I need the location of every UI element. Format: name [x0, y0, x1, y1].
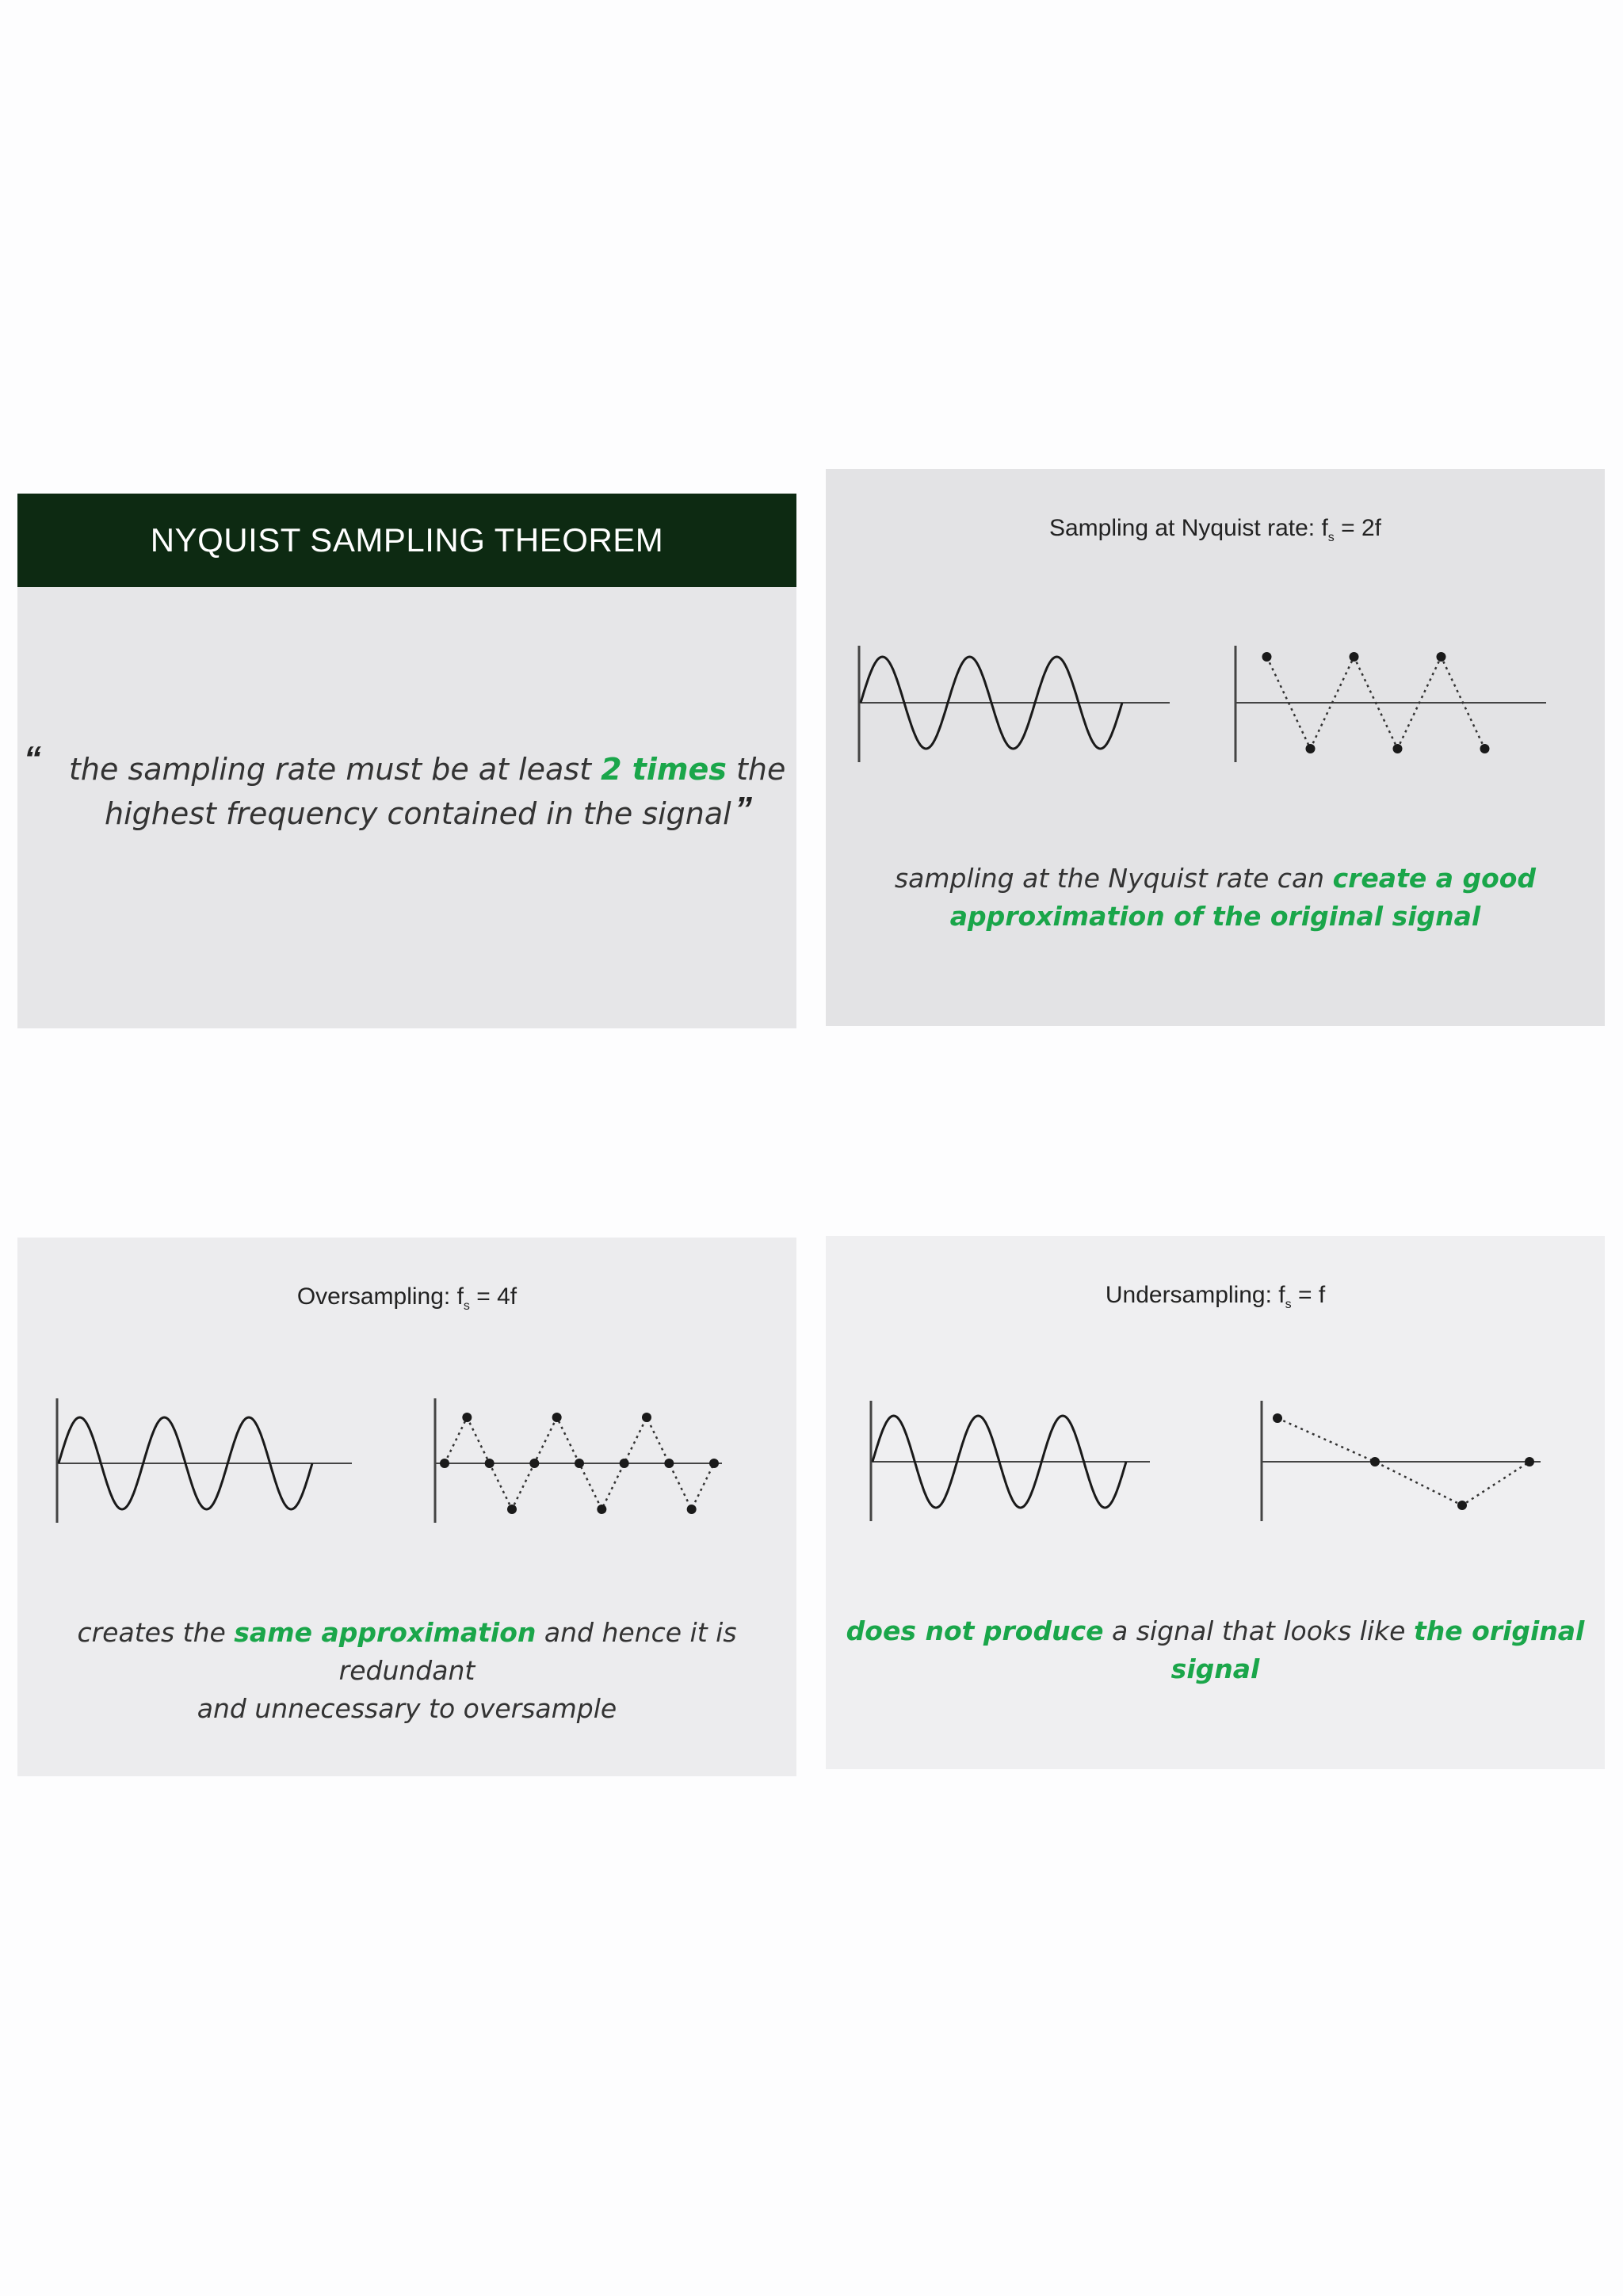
slide-nyquist-theorem	[17, 494, 796, 1028]
sample-point	[529, 1459, 539, 1468]
sample-point	[1393, 744, 1403, 753]
title-subscript: s	[1327, 531, 1335, 544]
sample-point	[440, 1459, 449, 1468]
title-subscript: s	[1285, 1298, 1292, 1311]
quote-text-end: the	[726, 752, 786, 787]
title-text: Sampling at Nyquist rate: f	[1048, 515, 1328, 541]
sample-point	[462, 1413, 472, 1422]
sample-point	[485, 1459, 495, 1468]
title-suffix: = 2f	[1334, 515, 1382, 541]
title-text: Undersampling: f	[1105, 1282, 1285, 1308]
sample-point	[1350, 652, 1359, 662]
sample-point	[1525, 1457, 1534, 1466]
sample-point	[507, 1505, 517, 1514]
sample-point	[1262, 652, 1272, 662]
slide-caption	[826, 860, 1605, 936]
sample-point	[1480, 744, 1490, 753]
caption-highlight-3: signal	[1170, 1653, 1260, 1684]
sample-point	[1273, 1413, 1282, 1423]
quote-text: the sampling rate must be at least	[69, 752, 601, 787]
slide-caption	[826, 1612, 1605, 1688]
sample-point	[1306, 744, 1316, 753]
caption-line-2: and unnecessary to oversample	[197, 1693, 617, 1724]
sample-point	[664, 1459, 674, 1468]
sample-point	[709, 1459, 719, 1468]
slide-title: NYQUIST SAMPLING THEOREM	[150, 521, 664, 559]
sample-point	[620, 1459, 629, 1468]
caption-highlight: create a good	[1332, 863, 1537, 894]
title-text: Oversampling: f	[296, 1283, 464, 1310]
sample-point	[642, 1413, 651, 1422]
slide-title-bar	[17, 494, 796, 587]
caption-text: creates the	[77, 1617, 235, 1648]
sampled-signal-plot	[1234, 639, 1583, 790]
sample-point	[597, 1505, 606, 1514]
sampled-signal-plot	[433, 1392, 766, 1543]
slide-undersampling	[826, 1236, 1605, 1769]
quote-line-1	[69, 747, 785, 791]
title-suffix: = 4f	[469, 1283, 517, 1310]
title-suffix: = f	[1291, 1282, 1326, 1308]
slide-title	[826, 1282, 1605, 1312]
slide-title	[17, 1283, 796, 1314]
original-signal-plot	[55, 1392, 372, 1543]
caption-text: sampling at the Nyquist rate can	[894, 863, 1333, 894]
open-quote-mark: “	[24, 739, 41, 778]
sample-point	[1370, 1457, 1380, 1466]
sample-point	[575, 1459, 584, 1468]
slide-caption	[17, 1614, 796, 1728]
sample-point	[687, 1505, 697, 1514]
caption-highlight-2: approximation of the original signal	[949, 901, 1481, 932]
slide-oversampling	[17, 1238, 796, 1776]
original-signal-plot	[857, 639, 1190, 790]
caption-highlight-2: the original	[1413, 1615, 1585, 1646]
quote-line-2: highest frequency contained in the signal	[105, 796, 731, 831]
sample-point	[1457, 1501, 1467, 1510]
original-signal-plot	[869, 1394, 1186, 1545]
sample-point	[1437, 652, 1446, 662]
caption-text: a signal that looks like	[1103, 1615, 1414, 1646]
caption-text-end: and hence it is redundant	[338, 1617, 737, 1686]
close-quote-mark: ”	[735, 790, 752, 829]
slide-title	[826, 515, 1605, 545]
sampled-signal-plot	[1260, 1394, 1593, 1545]
quote-highlight: 2 times	[601, 752, 727, 787]
sample-point	[552, 1413, 562, 1422]
title-subscript: s	[463, 1299, 470, 1313]
caption-highlight: same approximation	[234, 1617, 537, 1648]
slide-nyquist-rate	[826, 469, 1605, 1026]
caption-highlight: does not produce	[846, 1615, 1104, 1646]
